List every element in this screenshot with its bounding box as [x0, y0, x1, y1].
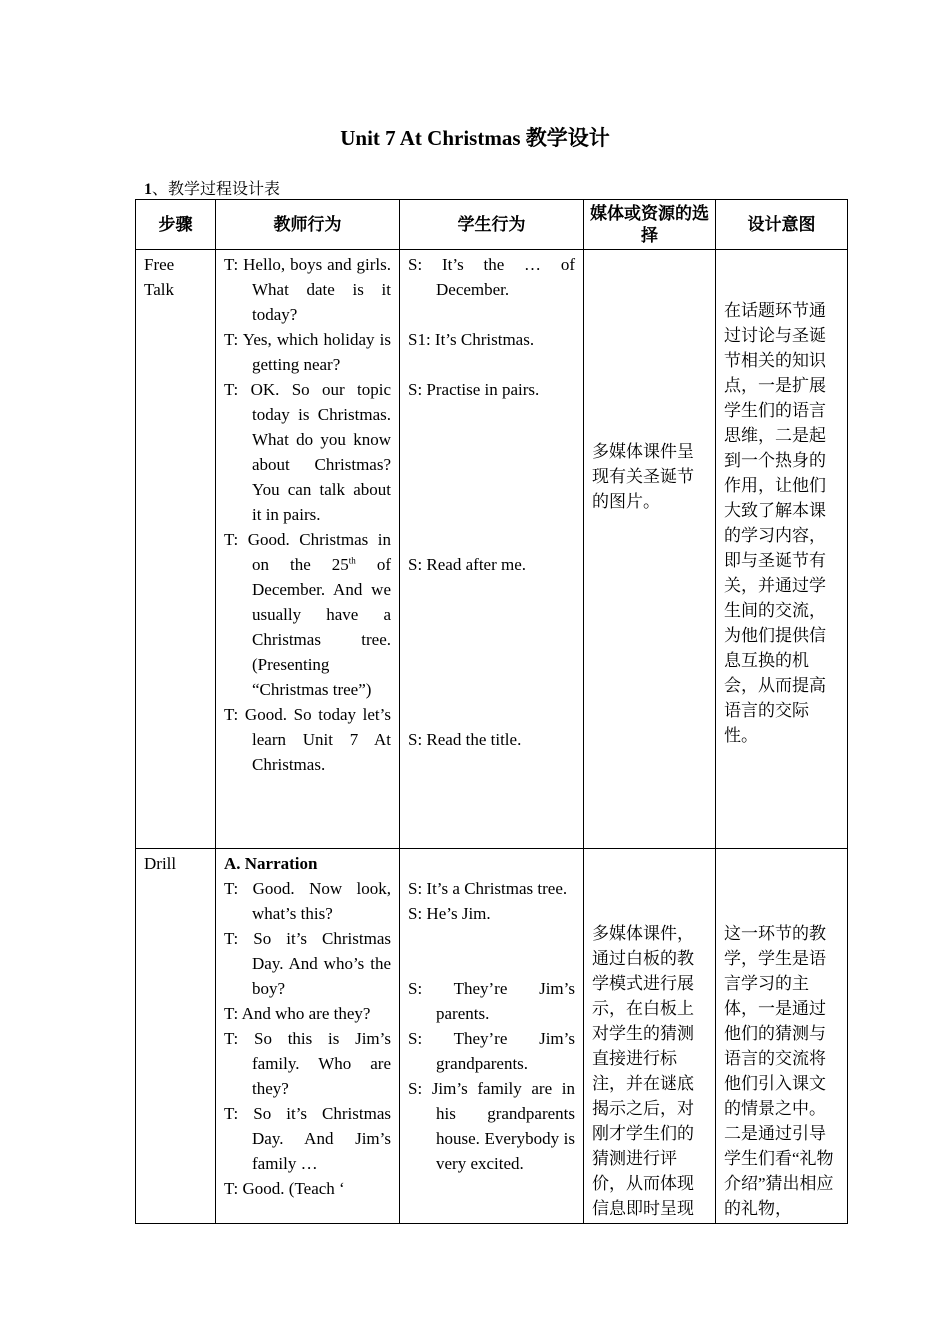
table-row: [136, 250, 848, 849]
student-cell: [400, 849, 584, 1224]
student-line: S: They’re Jim’s grandparents.: [408, 1029, 575, 1073]
student-line: S: Jim’s family are in his grandparents house. Everybody is very excited.: [408, 1079, 575, 1173]
student-cell: [400, 250, 584, 849]
student-line: S: Read the title.: [408, 730, 522, 749]
teacher-cell: [216, 849, 400, 1224]
step-cell: Free Talk: [136, 250, 216, 849]
student-line: S: It’s a Christmas tree.: [408, 879, 568, 898]
teacher-line: T: So it’s Christmas Day. And Jim’s family …: [224, 1104, 391, 1173]
section-heading: [144, 176, 280, 199]
intent-cell: [716, 250, 848, 849]
header-intent: 设计意图: [716, 200, 848, 250]
lesson-plan-table: [135, 199, 848, 1224]
media-cell: [584, 849, 716, 1224]
header-media: 媒体或资源的选择: [584, 200, 716, 250]
teacher-line: T: OK. So our topic today is Christmas. What do you know about Christmas? You can talk about it in pairs.: [224, 380, 391, 524]
teacher-heading: A. Narration: [224, 854, 318, 873]
step-cell: Drill: [136, 849, 216, 1224]
teacher-line: T: Good. Now look, what’s this?: [224, 879, 391, 923]
teacher-line: T: Good. (Teach ‘: [224, 1179, 345, 1198]
media-text: 多媒体课件，通过白板的教学模式进行展示，在白板上对学生的猜测直接进行标注，并在谜底揭示之后，对刚才学生们的猜测进行评价，从而体现信息即时呈现: [592, 924, 694, 1218]
student-line: S: It’s the … of December.: [408, 255, 575, 299]
teacher-line: T: Hello, boys and girls. What date is it today?: [224, 255, 391, 324]
header-teacher: 教师行为: [216, 200, 400, 250]
document-title: Unit 7 At Christmas 教学设计: [340, 126, 610, 150]
header-step: 步骤: [136, 200, 216, 250]
teacher-line: T: So this is Jim’s family. Who are they?: [224, 1029, 391, 1098]
teacher-line: T: Good. So today let’s learn Unit 7 At Christmas.: [224, 705, 391, 774]
student-line: S: Practise in pairs.: [408, 380, 540, 399]
section-label: 、教学过程设计表: [152, 181, 281, 198]
teacher-line: T: So it’s Christmas Day. And who’s the boy?: [224, 929, 391, 998]
teacher-line: T: Yes, which holiday is getting near?: [224, 330, 391, 374]
table-row: [136, 849, 848, 1224]
student-line: S: Read after me.: [408, 555, 527, 574]
teacher-line: T: And who are they?: [224, 1004, 371, 1023]
media-text: 多媒体课件呈现有关圣诞节的图片。: [592, 442, 694, 511]
header-student: 学生行为: [400, 200, 584, 250]
teacher-cell: [216, 250, 400, 849]
student-line: S: They’re Jim’s parents.: [408, 979, 575, 1023]
header-row: [136, 200, 848, 250]
intent-text: 在话题环节通过讨论与圣诞节相关的知识点，一是扩展学生们的语言思维，二是起到一个热身的作用，让他们大致了解本课的学习内容，即与圣诞节有关，并通过学生间的交流，为他们提供信息互换的机会，从而提高语言的交际性。: [724, 301, 826, 745]
intent-cell: [716, 849, 848, 1224]
section-number: 1: [144, 181, 152, 198]
media-cell: [584, 250, 716, 849]
student-line: S: He’s Jim.: [408, 904, 491, 923]
intent-text: 这一环节的教学，学生是语言学习的主体，一是通过他们的猜测与语言的交流将他们引入课文的情景之中。二是通过引导学生们看“礼物介绍”猜出相应的礼物，: [724, 924, 834, 1218]
teacher-line: T: Good. Christmas in on the 25th of December. And we usually have a Christmas tree. (Presenting “Christmas tree”): [224, 530, 391, 699]
student-line: S1: It’s Christmas.: [408, 330, 535, 349]
